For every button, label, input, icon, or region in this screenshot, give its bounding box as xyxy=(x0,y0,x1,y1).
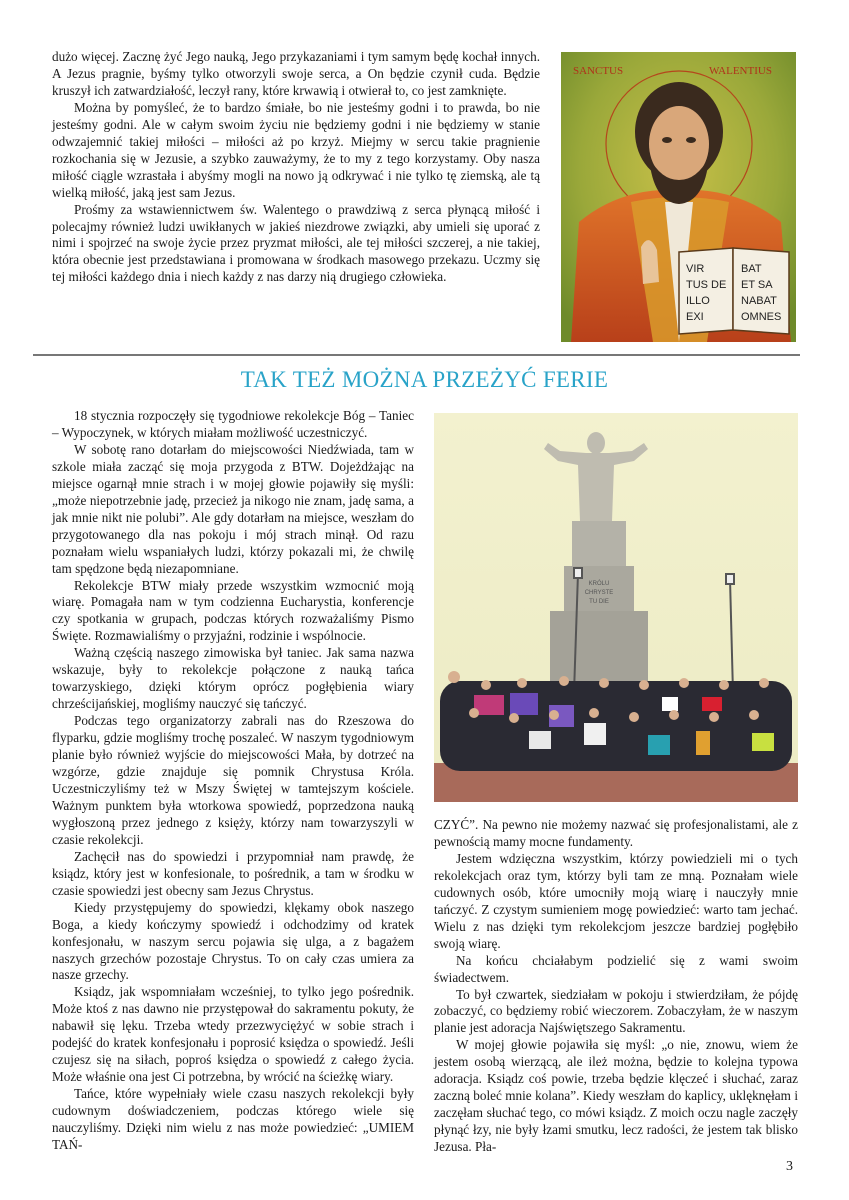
paragraph: W mojej głowie pojawiła się myśl: „o nie, znowu, wiem że jestem osobą wierzącą, ale ileż można, będzie to kolejna typowa adoracja. Ksiądz coś powie, trzeba będzie klęczeć i słuchać, zaraz zaczną boleć mnie kolana”. Kiedy weszłam do kaplicy, uklęknęłam i zaczęłam słuchać tego, co mówi ksiądz. Z moich oczu nagle zaczęły płynąć łzy, nie były łzami smutku, lecz radości, że jestem tak blisko Jezusa. Pła- xyxy=(434,1037,798,1155)
paragraph: Ksiądz, jak wspomniałam wcześniej, to tylko jego pośrednik. Może ktoś z nas dawno nie przystępował do sakramentu pokuty, że nabawił się lęku. Trzeba wtedy przezwyciężyć w sobie strach i podejść do kratek konfesjonału i poprosić księdza o spowiedź. Jeśli czujesz się na siłach, poproś księdza o spowiedź z całego życia. Może właśnie ona jest Ci potrzebna, by wrócić na ścieżkę wiary. xyxy=(52,984,414,1085)
paragraph: Kiedy przystępujemy do spowiedzi, klękamy obok naszego Boga, a kiedy kończymy spowiedź i odchodzimy od kratek konfesjonału, w naszym sercu pojawia się ulga, a z bagażem naszych grzechów pozostaje Chrystus. To on cały czas umiera za nasze grzechy. xyxy=(52,899,414,983)
icon-inscription-left: SANCTUS xyxy=(573,65,624,77)
top-article-text xyxy=(52,49,540,286)
paragraph: 18 stycznia rozpoczęły się tygodniowe rekolekcje Bóg – Taniec – Wypoczynek, w których miałam możliwość uczestniczyć. xyxy=(52,408,414,440)
paragraph: To był czwartek, siedziałam w pokoju i stwierdziłam, że pójdę zobaczyć, co będziemy robić wieczorem. Zobaczyłam, że w naszym planie jest adoracja Najświętszego Sakramentu. xyxy=(434,986,798,1036)
paragraph: Jestem wdzięczna wszystkim, którzy powiedzieli mi o tych rekolekcjach oraz tym, którzy byli tam ze mną. Poznałam wiele cudownych osób, które umocniły moją wiarę i nauczyły mnie tańczyć. Z czystym sumieniem mogę powiedzieć: warto tam jechać. Wielu z nas dzięki tym rekolekcjom jeszcze bardziej pogłębiło swoją wiarę. xyxy=(434,850,798,951)
svg-text:TU DIE: TU DIE xyxy=(589,599,609,605)
section-divider xyxy=(33,354,800,356)
svg-text:EXI: EXI xyxy=(686,311,704,323)
paragraph: Prośmy za wstawiennictwem św. Walentego o prawdziwą z serca płynącą miłość i polecajmy również ludzi uwikłanych w jakieś niezdrowe związki, aby umieli się uporać z nimi i spojrzeć na swoje życie przez pryzmat miłości, ale tej miłości szczerej, a nie takiej, która obecnie jest przedstawiana i promowana w środkach masowego przekazu. Uczmy się tej miłości każdego dnia i niech każdy z nas darzy nią drugiego człowieka. xyxy=(52,201,540,285)
article-title: TAK TEŻ MOŻNA PRZEŻYĆ FERIE xyxy=(240,367,609,392)
svg-text:ET SA: ET SA xyxy=(741,279,773,291)
paragraph: Rekolekcje BTW miały przede wszystkim wzmocnić moją wiarę. Pomagała nam w tym codzienna Eucharystia, konferencje czy spotkania w grupach, podczas których rozważaliśmy Pismo Święte. Rozmawialiśmy o przyjaźni, rodzinie i wspólnocie. xyxy=(52,577,414,644)
paragraph: dużo więcej. Zacznę żyć Jego nauką, Jego przykazaniami i tym samym będę kochał innych. A Jezus pragnie, byśmy tylko otworzyli swoje serca, a On będzie czynił cuda. Będzie kruszył ich zatwardziałość, leczył rany, które krwawią i otwierał to, co jest zamknięte. xyxy=(52,49,540,98)
svg-text:CHRYSTE: CHRYSTE xyxy=(584,590,614,596)
paragraph: Ważną częścią naszego zimowiska był taniec. Jak sama nazwa wskazuje, były to rekolekcje połączone z nauką tańca towarzyskiego, dzięki którym oprócz pogłębienia wiary chrześcijańskiej, mogliśmy nauczyć się tańczyć. xyxy=(52,645,414,712)
paragraph: CZYĆ”. Na pewno nie możemy nazwać się profesjonalistami, ale z pewnością mamy mocne fundamenty. xyxy=(434,817,798,849)
paragraph: Można by pomyśleć, że to bardzo śmiałe, bo nie jesteśmy godni i to prawda, bo nie jesteśmy godni. Ale w całym swoim życiu nie będziemy godni i nie będziemy w stanie odwzajemnić takiej miłości – miłości aż po krzyż. Miejmy w sercu takie pragnienie rozkochania się w Jezusie, a szybko zauważymy, że to my z tego korzystamy. Oby nasza miłość ciągle wzrastała i abyśmy mogli na nowo ją odkrywać i nie tylko tę ziemską, ale tą wielką miłość, jaką jest sam Jezus. xyxy=(52,99,540,200)
svg-text:TUS DE: TUS DE xyxy=(686,279,727,291)
saint-valentine-icon-image xyxy=(561,52,796,342)
group-of-people xyxy=(440,671,792,771)
svg-text:OMNES: OMNES xyxy=(741,311,782,323)
page-number: 3 xyxy=(786,1159,793,1174)
svg-text:NABAT: NABAT xyxy=(741,295,777,307)
group-photo xyxy=(434,413,798,802)
paragraph: Zachęcił nas do spowiedzi i przypomniał nam prawdę, że ksiądz, który jest w konfesionale, to pośrednik, a tam w środku w czasie spowiedzi jest obecny sam Jezus Chrystus. xyxy=(52,848,414,898)
pedestal-inscription: KRÓLU xyxy=(588,581,610,587)
paragraph: Na końcu chciałabym podzielić się z wami swoim świadectwem. xyxy=(434,952,798,985)
paragraph: Podczas tego organizatorzy zabrali nas do Rzeszowa do flyparku, gdzie mogliśmy trochę poszaleć. W naszym tygodniowym planie było również wyjście do miejscowości Mała, by dotrzeć na wzgórze, gdzie znajduje się pomnik Chrystusa Króla. Uczestniczyliśmy też w Mszy Świętej w tamtejszym kościele. Ważnym punktem była wtorkowa spowiedź, poprzedzona nauką wygłoszoną przez jednego z księży, którzy nam towarzyszyli w czasie rekolekcji. xyxy=(52,713,414,847)
paragraph: W sobotę rano dotarłam do miejscowości Niedźwiada, tam w szkole miała zacząć się moja przygoda z BTW. Dojeżdżając na miejsce ogarnął mnie strach i w mojej głowie pojawiły się myśli: „może niepotrzebnie jadę, przecież ja nikogo nie znam, jadę sama, a jak mnie nikt nie polubi”. Ale gdy dotarłam na miejsce, weszłam do przygotowanego dla nas pokoju i mój strach minął. Od razu poznałam wielu wspaniałych ludzi, którzy pokazali mi, że chwilę tam spędzone będą niezapomniane. xyxy=(52,441,414,576)
paragraph: Tańce, które wypełniały wiele czasu naszych rekolekcji były cudownym doświadczeniem, podczas którego wiele się nauczyliśmy. Dzięki nim wielu z nas może powiedzieć: „UMIEM TAŃ- xyxy=(52,1086,414,1152)
svg-text:VIR: VIR xyxy=(686,263,705,275)
article-right-column xyxy=(434,817,798,1156)
article-left-column xyxy=(52,408,414,1154)
icon-inscription-right: WALENTIUS xyxy=(709,65,772,77)
svg-text:ILLO: ILLO xyxy=(686,295,710,307)
svg-text:BAT: BAT xyxy=(741,263,762,275)
open-book xyxy=(679,248,789,334)
